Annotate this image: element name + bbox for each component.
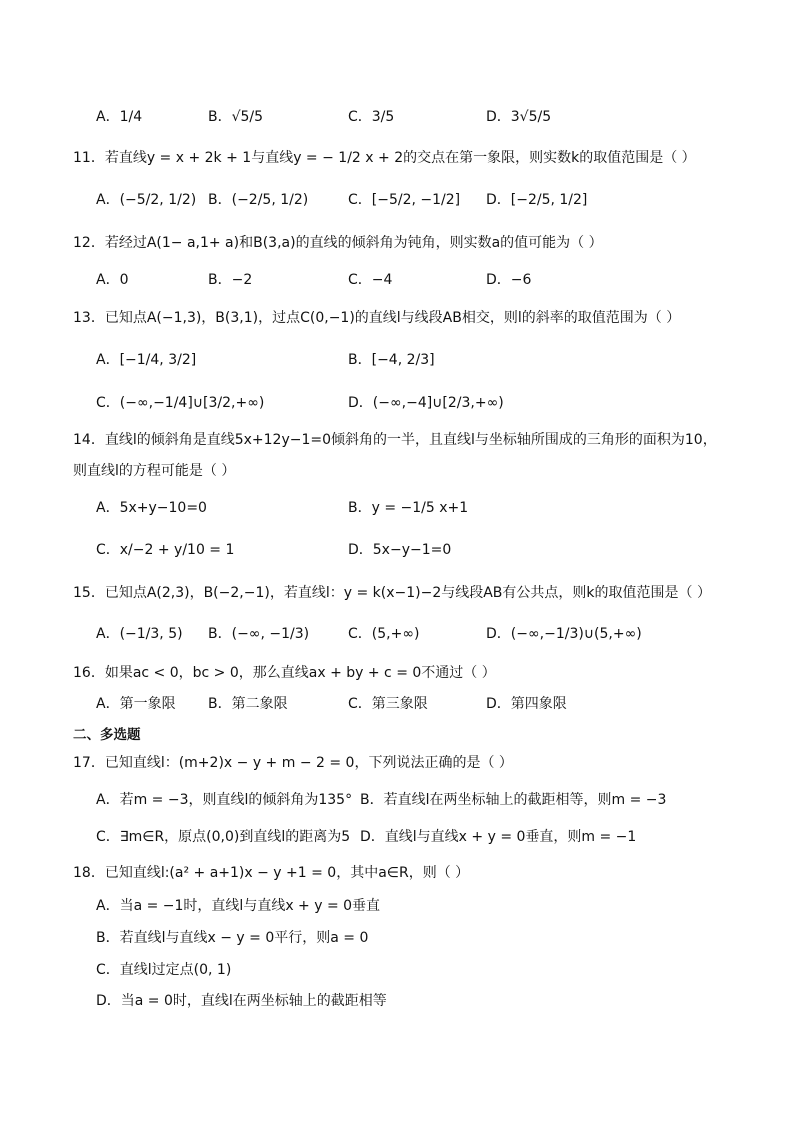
q16-option-c: C．第三象限 xyxy=(348,696,428,712)
q17-option-c: C．∃m∈R，原点(0,0)到直线l的距离为5 xyxy=(96,829,351,845)
q15-option-b: B．(−∞, −1/3) xyxy=(208,626,310,642)
q12-option-a: A．0 xyxy=(96,272,129,288)
q13-option-c: C．(−∞,−1/4]∪[3/2,+∞) xyxy=(96,395,265,411)
q18-option-a: A．当a = −1时，直线l与直线x + y = 0垂直 xyxy=(96,898,381,914)
q18-option-d: D．当a = 0时，直线l在两坐标轴上的截距相等 xyxy=(96,993,387,1009)
q15-option-a: A．(−1/3, 5) xyxy=(96,626,183,642)
q13-stem: 13．已知点A(−1,3)，B(3,1)，过点C(0,−1)的直线l与线段AB相交，则l的斜率的取值范围为（ ） xyxy=(73,310,681,326)
q11-option-d: D．[−2/5, 1/2] xyxy=(486,192,588,208)
q10-option-c: C．3/5 xyxy=(348,109,395,125)
q13-option-b: B．[−4, 2/3] xyxy=(348,352,435,368)
q17-option-b: B．若直线l在两坐标轴上的截距相等，则m = −3 xyxy=(360,792,667,808)
q16-option-b: B．第二象限 xyxy=(208,696,288,712)
q14-stem-line2: 则直线l的方程可能是（ ） xyxy=(73,463,236,479)
q17-stem: 17．已知直线l：(m+2)x − y + m − 2 = 0，下列说法正确的是（ ） xyxy=(73,755,513,771)
q15-option-d: D．(−∞,−1/3)∪(5,+∞) xyxy=(486,626,642,642)
q11-option-b: B．(−2/5, 1/2) xyxy=(208,192,309,208)
q13-option-d: D．(−∞,−4]∪[2/3,+∞) xyxy=(348,395,504,411)
q10-option-d: D．3√5/5 xyxy=(486,109,552,125)
q18-option-c: C．直线l过定点(0, 1) xyxy=(96,962,232,978)
q14-option-d: D．5x−y−1=0 xyxy=(348,542,452,558)
q16-option-a: A．第一象限 xyxy=(96,696,176,712)
q14-option-a: A．5x+y−10=0 xyxy=(96,500,207,516)
q15-stem: 15．已知点A(2,3)，B(−2,−1)，若直线l：y = k(x−1)−2与线段AB有公共点，则k的取值范围是（ ） xyxy=(73,585,711,601)
section-heading: 二、多选题 xyxy=(73,727,141,743)
q10-option-a: A．1/4 xyxy=(96,109,143,125)
q11-option-a: A．(−5/2, 1/2) xyxy=(96,192,197,208)
q12-option-b: B．−2 xyxy=(208,272,253,288)
q16-option-d: D．第四象限 xyxy=(486,696,567,712)
q14-stem: 14．直线l的倾斜角是直线5x+12y−1=0倾斜角的一半，且直线l与坐标轴所围成的三角形的面积为10， xyxy=(73,432,717,448)
q18-stem: 18．已知直线l:(a² + a+1)x − y +1 = 0，其中a∈R，则（ ） xyxy=(73,865,470,881)
q16-stem: 16．如果ac < 0，bc > 0，那么直线ax + by + c = 0不通过（ ） xyxy=(73,665,496,681)
q15-option-c: C．(5,+∞) xyxy=(348,626,420,642)
q14-option-c: C．x/−2 + y/10 = 1 xyxy=(96,542,235,558)
q18-option-b: B．若直线l与直线x − y = 0平行，则a = 0 xyxy=(96,930,369,946)
q12-stem: 12．若经过A(1− a,1+ a)和B(3,a)的直线的倾斜角为钝角，则实数a的值可能为（ ） xyxy=(73,235,603,251)
q13-option-a: A．[−1/4, 3/2] xyxy=(96,352,197,368)
q11-stem: 11．若直线y = x + 2k + 1与直线y = − 1/2 x + 2的交点在第一象限，则实数k的取值范围是（ ） xyxy=(73,150,696,166)
q12-option-c: C．−4 xyxy=(348,272,393,288)
q14-option-b: B．y = −1/5 x+1 xyxy=(348,500,469,516)
q17-option-a: A．若m = −3，则直线l的倾斜角为135° xyxy=(96,792,353,808)
q12-option-d: D．−6 xyxy=(486,272,532,288)
q17-option-d: D．直线l与直线x + y = 0垂直，则m = −1 xyxy=(360,829,637,845)
q10-option-b: B．√5/5 xyxy=(208,109,264,125)
q11-option-c: C．[−5/2, −1/2] xyxy=(348,192,461,208)
